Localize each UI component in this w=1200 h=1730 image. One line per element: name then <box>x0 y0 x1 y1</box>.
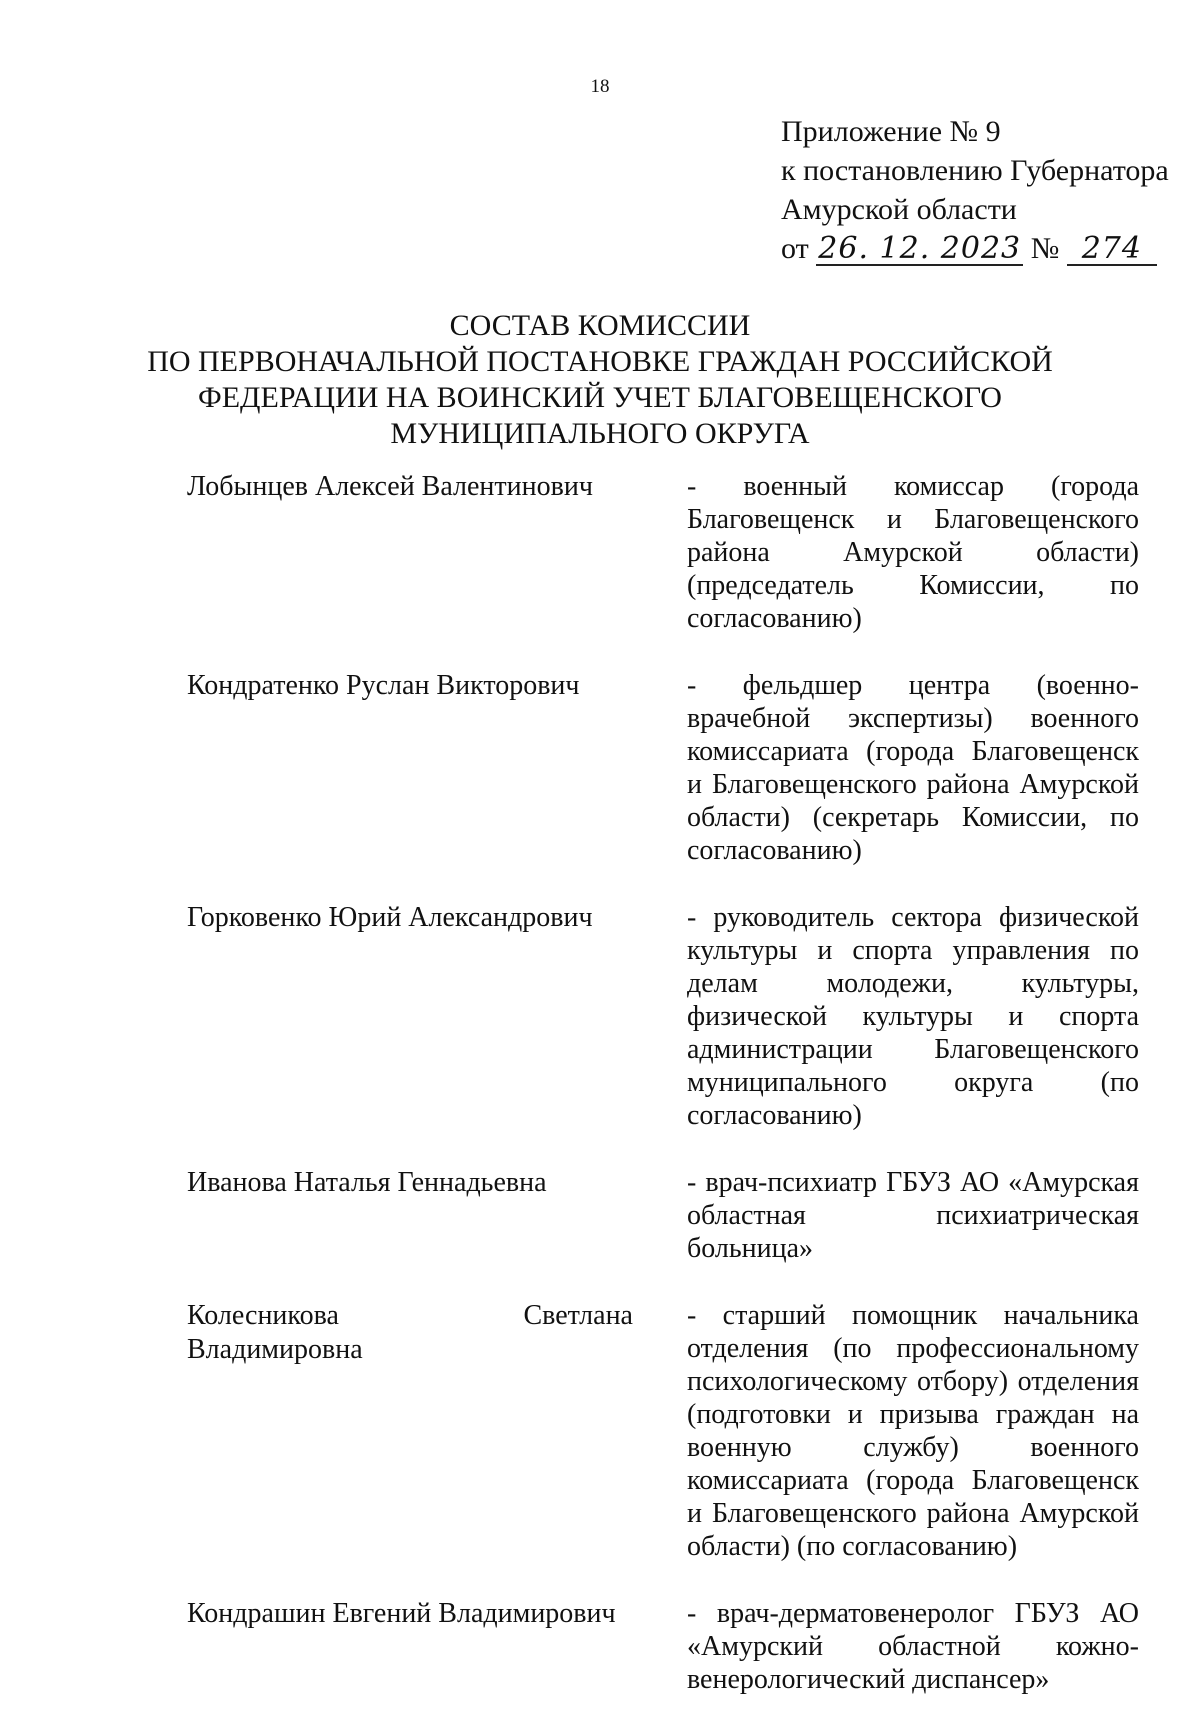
appendix-date-line <box>781 229 1169 268</box>
member-name: Иванова Наталья Геннадьевна <box>187 1167 547 1198</box>
member-role: - врач-дерматовенеролог ГБУЗ АО «Амурский областной кожно-венерологический диспансер» <box>687 1598 1139 1695</box>
appendix-decree-ref: к постановлению Губернатора <box>781 154 1169 187</box>
appendix-block <box>781 112 1169 268</box>
title-line-1: СОСТАВ КОМИССИИ <box>449 309 751 342</box>
member-row <box>187 1166 1142 1265</box>
member-name: Колесникова Светлана Владимировна <box>187 1300 633 1365</box>
page-number: 18 <box>590 76 610 97</box>
member-role: - фельдшер центра (военно-врачебной экспертизы) военного комиссариата (города Благовещенск и Благовещенского района Амурской области) (секретарь Комиссии, по согласованию) <box>687 670 1139 866</box>
member-role: - старший помощник начальника отделения (по профессиональному психологическому отбору) отделения (подготовки и призыва граждан на военную службу) военного комиссариата (города Благовещенск и Благовещенского района Амурской области) (по согласованию) <box>687 1300 1139 1562</box>
member-role: - военный комиссар (города Благовещенск и Благовещенского района Амурской области) (председатель Комиссии, по согласованию) <box>687 471 1139 634</box>
title-line-3: ФЕДЕРАЦИИ НА ВОИНСКИЙ УЧЕТ БЛАГОВЕЩЕНСКОГО <box>198 381 1002 414</box>
title-line-4: МУНИЦИПАЛЬНОГО ОКРУГА <box>390 417 810 450</box>
member-row <box>187 901 1142 1132</box>
title-line-2: ПО ПЕРВОНАЧАЛЬНОЙ ПОСТАНОВКЕ ГРАЖДАН РОССИЙСКОЙ <box>147 345 1053 378</box>
member-name: Горковенко Юрий Александрович <box>187 902 593 933</box>
handwritten-number: 274 <box>1067 234 1157 266</box>
member-row <box>187 1597 1142 1696</box>
members-list <box>187 470 1142 1730</box>
document-title <box>0 308 1200 452</box>
appendix-region: Амурской области <box>781 193 1017 226</box>
member-name: Кондратенко Руслан Викторович <box>187 670 580 701</box>
member-role: - врач-психиатр ГБУЗ АО «Амурская областная психиатрическая больница» <box>687 1167 1139 1264</box>
member-role: - руководитель сектора физической культуры и спорта управления по делам молодежи, культуры, физической культуры и спорта администрации Благовещенского муниципального округа (по согласованию) <box>687 902 1139 1131</box>
member-row <box>187 1299 1142 1563</box>
member-row <box>187 669 1142 867</box>
number-prefix: № <box>1030 232 1060 265</box>
member-name: Кондрашин Евгений Владимирович <box>187 1598 616 1629</box>
appendix-title: Приложение № 9 <box>781 115 1001 148</box>
member-name: Лобынцев Алексей Валентинович <box>187 471 593 502</box>
date-prefix: от <box>781 232 809 265</box>
handwritten-date: 26. 12. 2023 <box>816 234 1023 266</box>
member-row <box>187 470 1142 635</box>
